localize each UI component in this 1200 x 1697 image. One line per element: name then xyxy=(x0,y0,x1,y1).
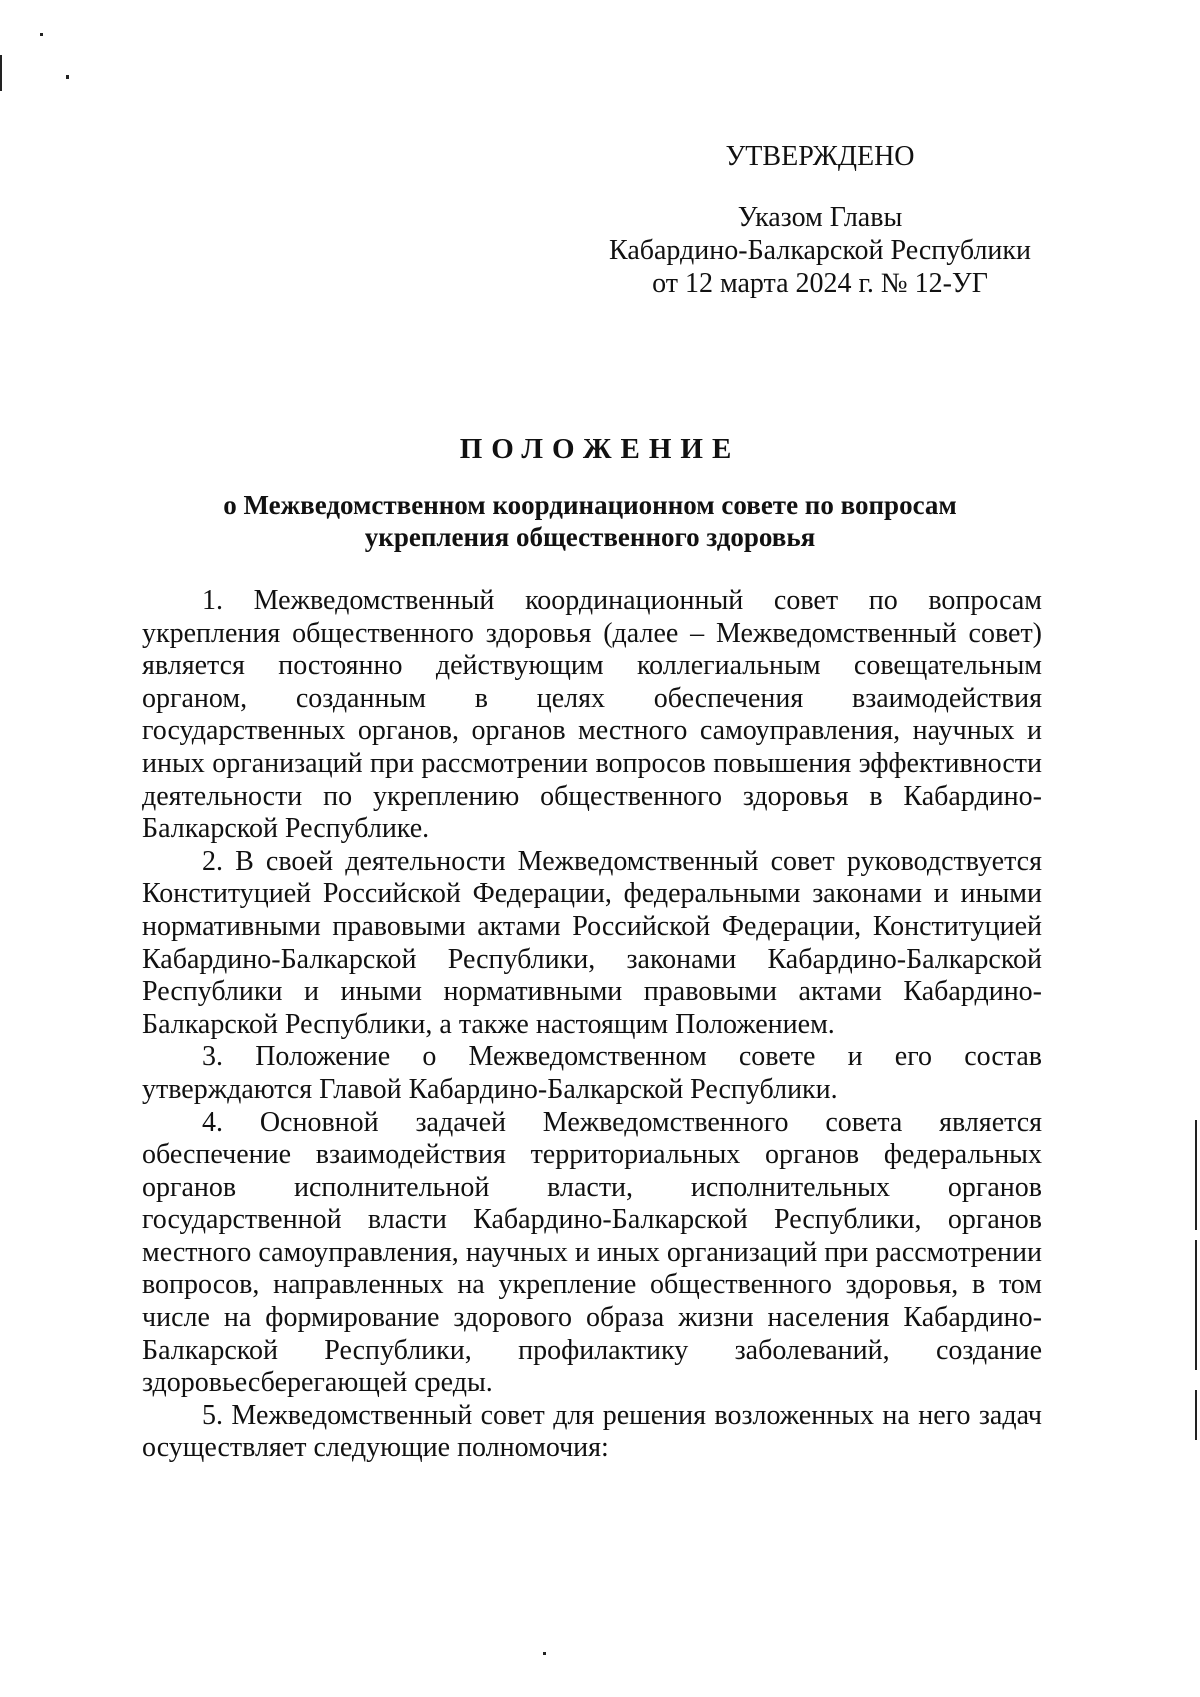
scan-mark xyxy=(1195,1240,1197,1370)
paragraph: 5. Межведомственный совет для решения возложенных на него задач осуществляет следующие полномочия: xyxy=(142,1399,1042,1464)
paragraph: 4. Основной задачей Межведомственного совета является обеспечение взаимодействия территориальных органов федеральных органов исполнительной власти, исполнительных органов государственной власти Кабардино-Балкарской Республики, органов местного самоуправления, научных и иных организаций при рассмотрении вопросов, направленных на укрепление общественного здоровья, в том числе на формирование здорового образа жизни населения Кабардино-Балкарской Республики, профилактику заболеваний, создание здоровьесберегающей среды. xyxy=(142,1106,1042,1399)
scan-mark xyxy=(543,1652,546,1655)
approval-line: Кабардино-Балкарской Республики xyxy=(609,235,1031,266)
approval-line: Указом Главы xyxy=(737,202,903,233)
scan-mark xyxy=(40,33,43,36)
paragraph: 2. В своей деятельности Межведомственный совет руководствуется Конституцией Российской Федерации, федеральными законами и иными нормативными правовыми актами Российской Федерации, Конституцией Кабардино-Балкарской Республики, законами Кабардино-Балкарской Республики и иными нормативными правовыми актами Кабардино-Балкарской Республики, а также настоящим Положением. xyxy=(142,845,1042,1040)
document-subject-heading: о Межведомственном координационном совете по вопросам укрепления общественного здоровья xyxy=(223,490,957,552)
scan-mark xyxy=(0,55,2,91)
scan-mark xyxy=(1195,1390,1197,1440)
document-type-heading: ПОЛОЖЕНИЕ xyxy=(459,433,741,465)
approval-title: УТВЕРЖДЕНО xyxy=(725,141,915,172)
paragraph: 3. Положение о Межведомственном совете и его состав утверждаются Главой Кабардино-Балкарской Республики. xyxy=(142,1041,1042,1105)
approval-block xyxy=(560,201,1080,300)
paragraph: 1. Межведомственный координационный совет по вопросам укрепления общественного здоровья (далее – Межведомственный совет) является постоянно действующим коллегиальным совещательным органом, созданным в целях обеспечения взаимодействия государственных органов, органов местного самоуправления, научных и иных организаций при рассмотрении вопросов повышения эффективности деятельности по укреплению общественного здоровья в Кабардино-Балкарской Республике. xyxy=(142,585,1042,845)
document-body xyxy=(142,585,1042,1465)
scan-mark xyxy=(1195,1120,1197,1230)
approval-line: от 12 марта 2024 г. № 12-УГ xyxy=(652,268,988,299)
scan-mark xyxy=(66,75,69,79)
